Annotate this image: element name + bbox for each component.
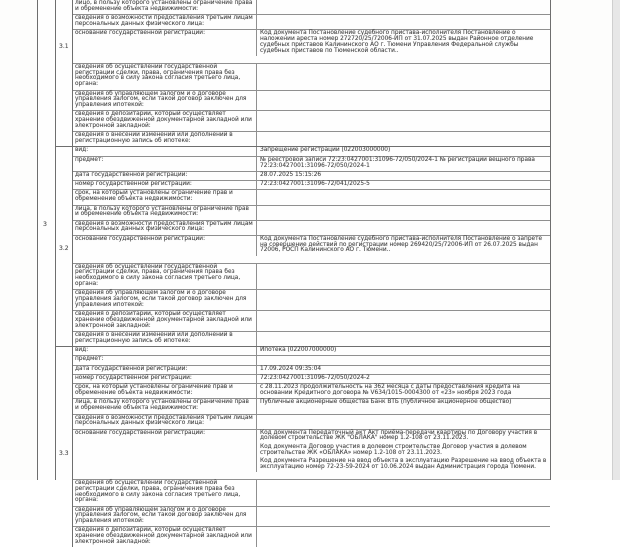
row-label: вид: <box>73 147 257 155</box>
table-row <box>73 480 550 507</box>
row-value: 72:23:0427001:31096-72/050/2024-2 <box>260 375 370 382</box>
row-label: срок, на который установлены ограничение прав и обременение объекта недвижимости: <box>73 190 257 204</box>
table-row <box>73 311 550 332</box>
row-label: сведения о депозитарии, который осуществляет хранение обездвиженной документарной закладной или электронной закладной: <box>73 527 257 547</box>
row-value: 17.09.2024 09:35:04 <box>260 365 322 372</box>
row-label: сведения об осуществлении государственной регистрации сделки, права, ограничения права без необходимого в силу закона согласия третьего лица, органа: <box>73 480 257 506</box>
table-row <box>73 147 550 156</box>
row-value <box>257 430 550 472</box>
row-label: сведения об осуществлении государственной регистрации сделки, права, ограничения права без необходимого в силу закона согласия третьего лица, органа: <box>73 264 257 290</box>
table-row <box>73 347 550 356</box>
row-value <box>257 190 550 204</box>
table-row <box>73 264 550 291</box>
row-label: вид: <box>73 347 257 355</box>
table-row <box>73 290 550 311</box>
row-value: Код документа Постановление судебного пристава-исполнителя Постановление о наложении ареста номер 272720/25/72006-ИП от 31.07.2025 выдан Районное отделение судебных приставов Калининского АО г. Тюмени Управления Федеральной службы судебных приставов по Тюменской области.. <box>260 30 534 54</box>
row-value: № реестровой записи 72:23:0427001:31096-72/050/2024-1 № регистрации вещного права 72:23:0427001:31096-72/050/2024-1 <box>260 156 535 169</box>
egrn-restrictions-table <box>37 0 551 546</box>
table-row <box>59 30 550 64</box>
row-label: дата государственной регистрации: <box>73 172 257 180</box>
row-label: основание государственной регистрации: <box>73 430 257 472</box>
row-value <box>257 91 550 111</box>
record-2 <box>56 147 550 347</box>
section-number: 3 <box>43 221 47 228</box>
table-row <box>73 399 550 414</box>
table-row <box>73 132 550 146</box>
row-value: 28.07.2025 15:15:26 <box>260 171 322 178</box>
row-label: предмет: <box>73 157 257 171</box>
table-row <box>73 111 550 132</box>
row-value <box>257 0 550 14</box>
row-value <box>257 356 550 364</box>
row-value: Ипотека (022007000000) <box>260 347 337 354</box>
page-edge <box>612 0 620 480</box>
row-label: сведения о возможности предоставления третьим лицам персональных данных физического лица: <box>73 415 257 429</box>
table-row <box>73 206 550 221</box>
row-label: основание государственной регистрации: <box>73 236 257 256</box>
row-label: сведения о внесении изменений или дополнений в регистрационную запись об ипотеке: <box>73 132 257 146</box>
row-value <box>257 311 550 331</box>
row-value <box>257 527 550 547</box>
table-row <box>73 0 550 15</box>
row-label: номер государственной регистрации: <box>73 181 257 189</box>
table-row <box>73 91 550 112</box>
row-label: сведения об управляющем залогом и о договоре управления залогом, если такой договор заключен для управления ипотекой: <box>73 91 257 111</box>
row-label: сведения об управляющем залогом и о договоре управления залогом, если такой договор заключен для управления ипотекой: <box>73 290 257 310</box>
row-label: сведения о депозитарии, который осуществляет хранение обездвиженной документарной закладной или электронной закладной: <box>73 311 257 331</box>
row-label: сведения о возможности предоставления третьим лицам персональных данных физического лица: <box>73 221 257 235</box>
sub-number: 3.1 <box>59 42 69 50</box>
row-label: сведения об осуществлении государственной регистрации сделки, права, ограничения права без необходимого в силу закона согласия третьего лица, органа: <box>73 64 257 90</box>
row-value: Код документа Постановление судебного пристава-исполнителя Постановление о запрете на совершение действий по регистрации номер 269420/25/72006-ИП от 26.07.2025 выдан 72006, РОСП Калининского АО г. Тюмени.. <box>260 235 543 254</box>
row-label: сведения об управляющем залогом и о договоре управления залогом, если такой договор заключен для управления ипотекой: <box>73 507 257 527</box>
value-paragraph: Код документа Разрешение на ввод объекта в эксплуатацию Разрешение на ввод объекта в эксплуатацию номер 72-23-59-2024 от 10.06.2024 выдан Администрация города Тюмени. <box>260 457 547 470</box>
table-row <box>73 356 550 365</box>
table-row <box>73 64 550 91</box>
row-label: номер государственной регистрации: <box>73 375 257 383</box>
row-label: лица, в пользу которого установлены ограничение прав и обременение объекта недвижимости: <box>73 206 257 220</box>
row-value <box>257 290 550 310</box>
table-row <box>73 384 550 399</box>
row-value <box>257 132 550 146</box>
value-paragraph: Код документа Передаточный акт Акт приёма-передачи квартиры по Договору участия в долевом строительстве ЖК "ОБЛАКА" номер 1.2-108 от 23.11.2023. <box>260 429 538 442</box>
row-value <box>257 332 550 346</box>
row-value <box>257 15 550 29</box>
record-3 <box>56 347 550 547</box>
row-label: сведения о депозитарии, который осуществляет хранение обездвиженной документарной закладной или электронной закладной: <box>73 111 257 131</box>
row-value <box>257 480 550 506</box>
value-paragraph: Код документа Договор участия в долевом строительстве Договор участия в долевом строительстве ЖК «ОБЛАКА» номер 1.2-108 от 23.11.2023. <box>260 443 527 456</box>
row-label: сведения о внесении изменений или дополнений в регистрационную запись об ипотеке: <box>73 332 257 346</box>
row-label: лица, в пользу которого установлены ограничение прав и обременение объекта недвижимости: <box>73 399 257 413</box>
table-row <box>73 15 550 30</box>
sub-number: 3.2 <box>59 245 69 253</box>
table-row <box>59 235 550 264</box>
row-value <box>257 415 550 429</box>
row-label: дата государственной регистрации: <box>73 366 257 374</box>
row-label: сведения о возможности предоставления третьим лицам персональных данных физического лица: <box>73 15 257 29</box>
record-1 <box>56 0 550 147</box>
row-label: основание государственной регистрации: <box>73 30 257 56</box>
table-row <box>73 221 550 236</box>
table-row <box>73 527 550 547</box>
table-row <box>73 190 550 205</box>
table-row <box>73 415 550 430</box>
row-label: срок, на который установлены ограничение прав и обременение объекта недвижимости: <box>73 384 257 398</box>
row-value <box>257 64 550 90</box>
table-row <box>73 366 550 375</box>
sub-number-column <box>56 0 73 146</box>
row-value <box>257 221 550 235</box>
row-value: 72:23:0427001:31096-72/041/2025-5 <box>260 181 370 188</box>
sub-number: 3.3 <box>59 450 69 458</box>
row-label: предмет: <box>73 356 257 364</box>
row-value: Запрещение регистрации (022003000000) <box>260 147 391 154</box>
row-value <box>257 507 550 527</box>
row-value <box>257 206 550 220</box>
row-label: лицо, в пользу которого установлены ограничение права и обременение объекта недвижимости: <box>73 0 257 14</box>
table-row <box>73 172 550 181</box>
table-row <box>59 429 550 480</box>
records <box>56 0 550 546</box>
sub-number-column <box>56 347 73 547</box>
table-row <box>73 332 550 346</box>
table-row <box>73 157 550 172</box>
row-value: Публичные акционерные общества Банк ВТБ (публичное акционерное общество) <box>260 399 512 406</box>
row-value <box>257 111 550 131</box>
table-row <box>73 375 550 384</box>
row-value <box>257 264 550 290</box>
section-number-column <box>38 0 56 480</box>
table-row <box>73 507 550 528</box>
row-value: с 28.11.2023 продолжительность на 362 месяца с даты предоставления кредита на основании Кредитного договора № V634/1015-0004300 от «23» ноября 2023 года <box>260 384 520 397</box>
